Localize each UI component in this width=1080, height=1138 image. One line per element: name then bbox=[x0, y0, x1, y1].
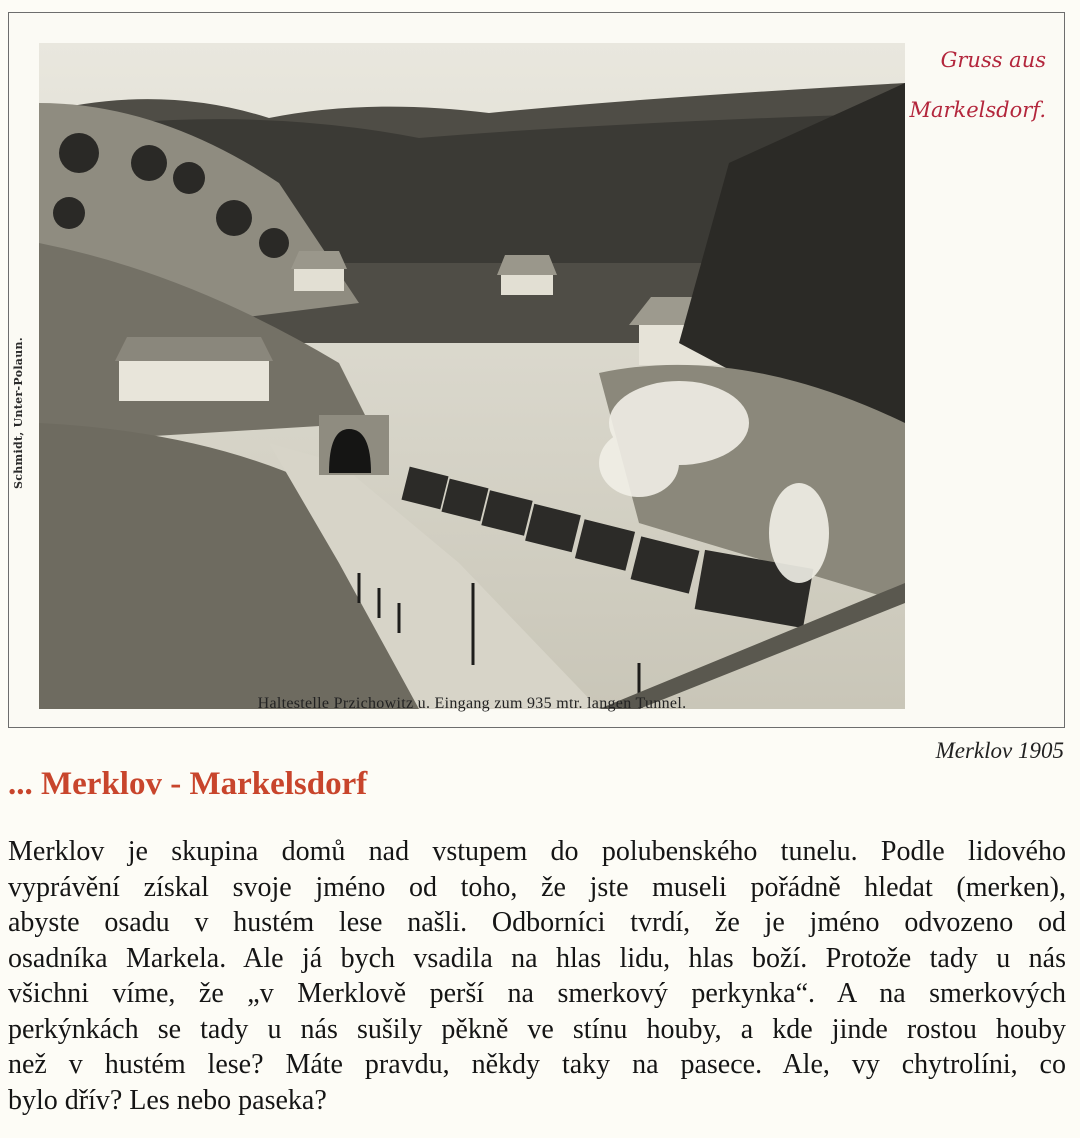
article-body bbox=[8, 834, 1066, 1118]
body-line: vyprávění získal svoje jméno od toho, že jste museli pořádně hledat (merken), bbox=[8, 871, 1066, 903]
publisher-imprint: Schmidt, Unter-Polaun. bbox=[12, 337, 25, 489]
greeting-line-2: Markelsdorf. bbox=[909, 98, 1046, 122]
railway-station-scene bbox=[39, 43, 905, 709]
body-line: abyste osadu v hustém lese našli. Odborníci tvrdí, že je jméno odvozeno od bbox=[8, 907, 1066, 938]
greeting-line-1: Gruss aus bbox=[940, 48, 1046, 72]
body-line: osadníka Markela. Ale já bych vsadila na hlas lidu, hlas boží. Protože tady u nás bbox=[8, 942, 1066, 974]
article-heading: ... Merklov - Markelsdorf bbox=[8, 766, 368, 802]
body-line: perkýnkách se tady u nás sušily pěkně ve stínu houby, a kde jinde rostou houby bbox=[8, 1013, 1066, 1045]
body-line: bylo dřív? Les nebo paseka? bbox=[8, 1084, 327, 1116]
postcard bbox=[8, 12, 1065, 728]
photo-caption: Haltestelle Przichowitz u. Eingang zum 935 mtr. langen Tunnel. bbox=[257, 695, 687, 712]
body-line: než v hustém lese? Máte pravdu, někdy taky na pasece. Ale, vy chytrolíni, co bbox=[8, 1049, 1066, 1080]
body-line: Merklov je skupina domů nad vstupem do polubenského tunelu. Podle lidového bbox=[8, 836, 1066, 867]
historic-photo bbox=[39, 43, 905, 709]
greeting-title bbox=[909, 35, 1046, 135]
body-line: všichni víme, že „v Merklově perší na smerkový perkynka“. A na smerkových bbox=[8, 978, 1066, 1009]
photo-credit: Merklov 1905 bbox=[935, 738, 1064, 763]
